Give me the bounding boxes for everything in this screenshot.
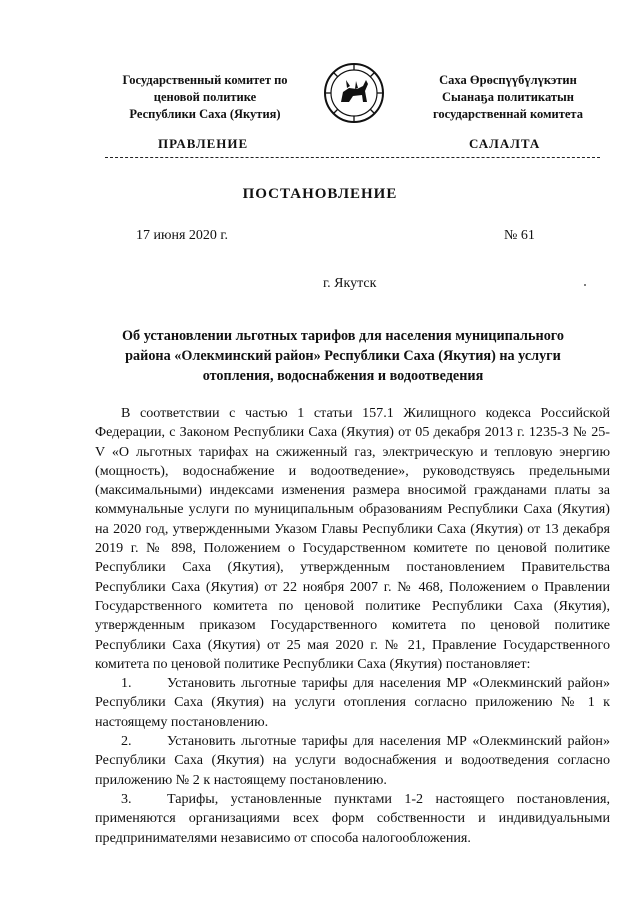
department-right: САЛАЛТА [469, 136, 541, 151]
preamble-paragraph: В соответствии с частью 1 статьи 157.1 Жилищного кодекса Российской Федерации, с Законом Республики Саха (Якутия) от 05 декабря 2013 г. 1235-З № 25-V «О льготных тарифах на сжиженный газ, электрическую и тепловую энергию (мощность), водоснабжение и водоотведение», руководствуясь предельными (максимальными) индексами изменения размера вносимой гражданами платы за коммунальные услуги по муниципальным образованиям Республики Саха (Якутия) на 2020 год, утвержденными Указом Главы Республики Саха (Якутия) от 13 декабря 2019 г. № 898, Положением о Государственном комитете по ценовой политике Республики Саха (Якутия), утвержденным постановлением Правительства Республики Саха (Якутия) от 22 ноября 2007 г. № 468, Положением о Правлении Государственного комитета по ценовой политике Республики Саха (Якутия), утвержденным приказом Государственного комитета по ценовой политике Республики Саха (Якутия) от 25 мая 2020 г. № 21, Правление Государственного комитета по ценовой политике Республики Саха (Якутия) постановляет: [95, 405, 610, 672]
list-item [95, 674, 610, 732]
scan-speck [584, 284, 586, 286]
org-left-line: ценовой политике [153, 90, 257, 104]
item-number: 1. [121, 675, 132, 692]
org-right-line: Саха Өрөспүүбүлүкэтин [439, 73, 577, 87]
department-left: ПРАВЛЕНИЕ [158, 136, 249, 151]
org-right-line: Сыанаҕа политикатын [442, 90, 574, 104]
subject-line: Об установлении льготных тарифов для населения муниципального [122, 328, 564, 344]
item-number: 3. [121, 790, 132, 807]
list-item [95, 790, 610, 848]
org-left-line: Республики Саха (Якутия) [129, 107, 281, 121]
org-right-line: государственнай комитета [433, 107, 583, 121]
document-body [95, 404, 610, 848]
item-text: Установить льготные тарифы для населения МР «Олекминский район» Республики Саха (Якутия) на услуги водоснабжения и водоотведения согласно приложению № 2 к настоящему постановлению. [95, 733, 610, 788]
subject-line: отопления, водоснабжения и водоотведения [202, 368, 484, 384]
document-subject [108, 326, 578, 386]
header-divider [105, 157, 600, 158]
org-left-line: Государственный комитет по [122, 73, 288, 87]
document-number: № 61 [504, 228, 535, 243]
document-city: г. Якутск [323, 276, 377, 291]
header-org-left [100, 72, 310, 123]
subject-line: района «Олекминский район» Республики Саха (Якутия) на услуги [125, 348, 561, 364]
document-title: ПОСТАНОВЛЕНИЕ [242, 186, 398, 202]
list-item [95, 732, 610, 790]
republic-coat-of-arms-icon [323, 62, 385, 124]
item-number: 2. [121, 733, 132, 750]
item-text: Установить льготные тарифы для населения МР «Олекминский район» Республики Саха (Якутия) на услуги отопления согласно приложению № 1 к настоящему постановлению. [95, 675, 610, 730]
item-text: Тарифы, установленные пунктами 1-2 настоящего постановления, применяются организациями всех форм собственности и индивидуальными предпринимателями независимо от способа налогообложения. [95, 790, 610, 846]
document-date: 17 июня 2020 г. [136, 228, 229, 243]
header-org-right [408, 72, 608, 123]
